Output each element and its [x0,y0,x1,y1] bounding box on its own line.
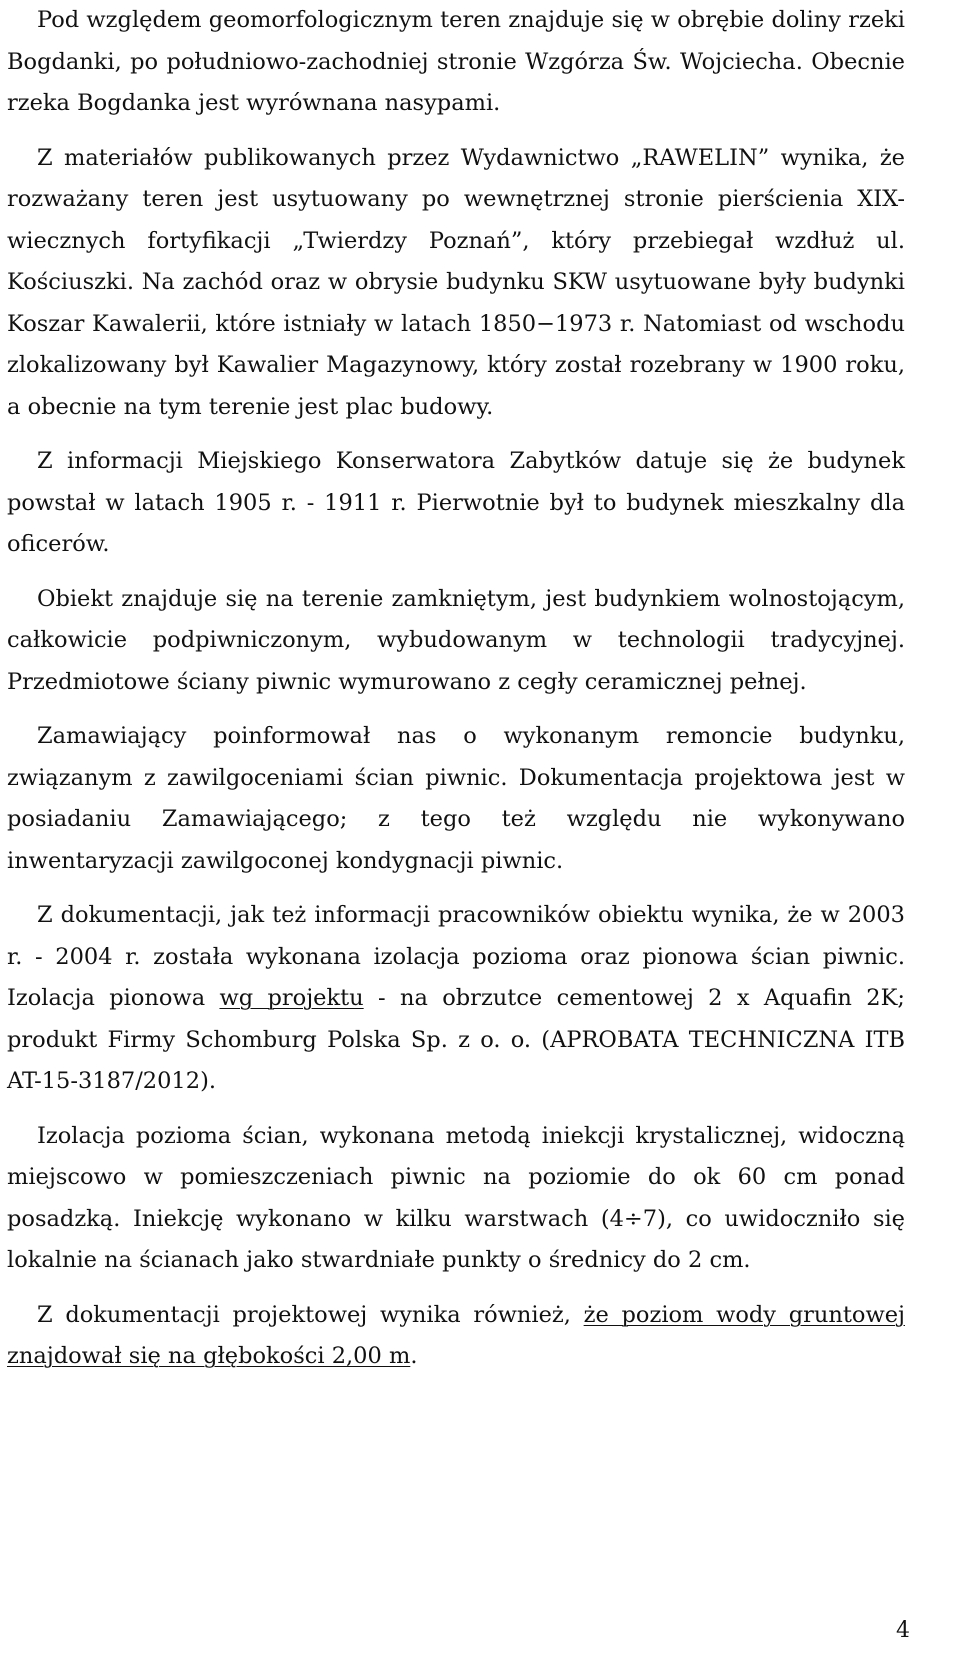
underlined-groundwater-level: że poziom wody gruntowej znajdował się na głębokości 2,00 m [7,1301,905,1369]
paragraph-groundwater-text-b: . [410,1343,418,1369]
paragraph-groundwater-text-a: Z dokumentacji projektowej wynika również, [37,1301,584,1328]
underlined-per-project: wg projektu [219,985,364,1011]
paragraph-building-description: Obiekt znajduje się na terenie zamkniętym, jest budynkiem wolnostojącym, całkowicie podpiwniczonym, wybudowanym w technologii tradycyjnej. Przedmiotowe ściany piwnic wymurowano z cegły ceramicznej pełnej. [7,585,905,695]
document-page [7,0,905,1391]
paragraph-insulation-history [7,895,905,1103]
paragraph-conservator-info: Z informacji Miejskiego Konserwatora Zabytków datuje się że budynek powstał w latach 1905 r. - 1911 r. Pierwotnie był to budynek mieszkalny dla oficerów. [7,448,905,557]
paragraph-geomorphology: Pod względem geomorfologicznym teren znajduje się w obrębie doliny rzeki Bogdanki, po południowo-zachodniej stronie Wzgórza Św. Wojciecha. Obecnie rzeka Bogdanka jest wyrównana nasypami. [7,7,905,116]
paragraph-client-renovation: Zamawiający poinformował nas o wykonanym remoncie budynku, związanym z zawilgoceniami ścian piwnic. Dokumentacja projektowa jest w posiadaniu Zamawiającego; z tego też względu nie wykonywano inwentaryzacji zawilgoconej kondygnacji piwnic. [7,723,905,874]
paragraph-groundwater [7,1295,905,1378]
paragraph-horizontal-insulation: Izolacja pozioma ścian, wykonana metodą iniekcji krystalicznej, widoczną miejscowo w pomieszczeniach piwnic na poziomie do ok 60 cm ponad posadzką. Iniekcję wykonano w kilku warstwach (4÷7), co uwidoczniło się lokalnie na ścianach jako stwardniałe punkty o średnicy do 2 cm. [7,1122,905,1273]
paragraph-insulation-text-b: - na obrzutce cementowej 2 x Aquafin 2K; produkt Firmy Schomburg Polska Sp. z o. o. (APROBATA TECHNICZNA ITB AT-15-3187/2012). [7,985,905,1094]
page-number: 4 [896,1618,910,1643]
paragraph-insulation-text-a: Z dokumentacji, jak też informacji pracowników obiektu wynika, że w 2003 r. - 2004 r. została wykonana izolacja pozioma oraz pionowa ścian piwnic. Izolacja pionowa [7,902,905,1011]
paragraph-rawelin-history: Z materiałów publikowanych przez Wydawnictwo „RAWELIN” wynika, że rozważany teren jest usytuowany po wewnętrznej stronie pierścienia XIX-wiecznych fortyfikacji „Twierdzy Poznań”, który przebiegał wzdłuż ul. Kościuszki. Na zachód oraz w obrysie budynku SKW usytuowane były budynki Koszar Kawalerii, które istniały w latach 1850−1973 r. Natomiast od wschodu zlokalizowany był Kawalier Magazynowy, który został rozebrany w 1900 roku, a obecnie na tym terenie jest plac budowy. [7,144,905,420]
